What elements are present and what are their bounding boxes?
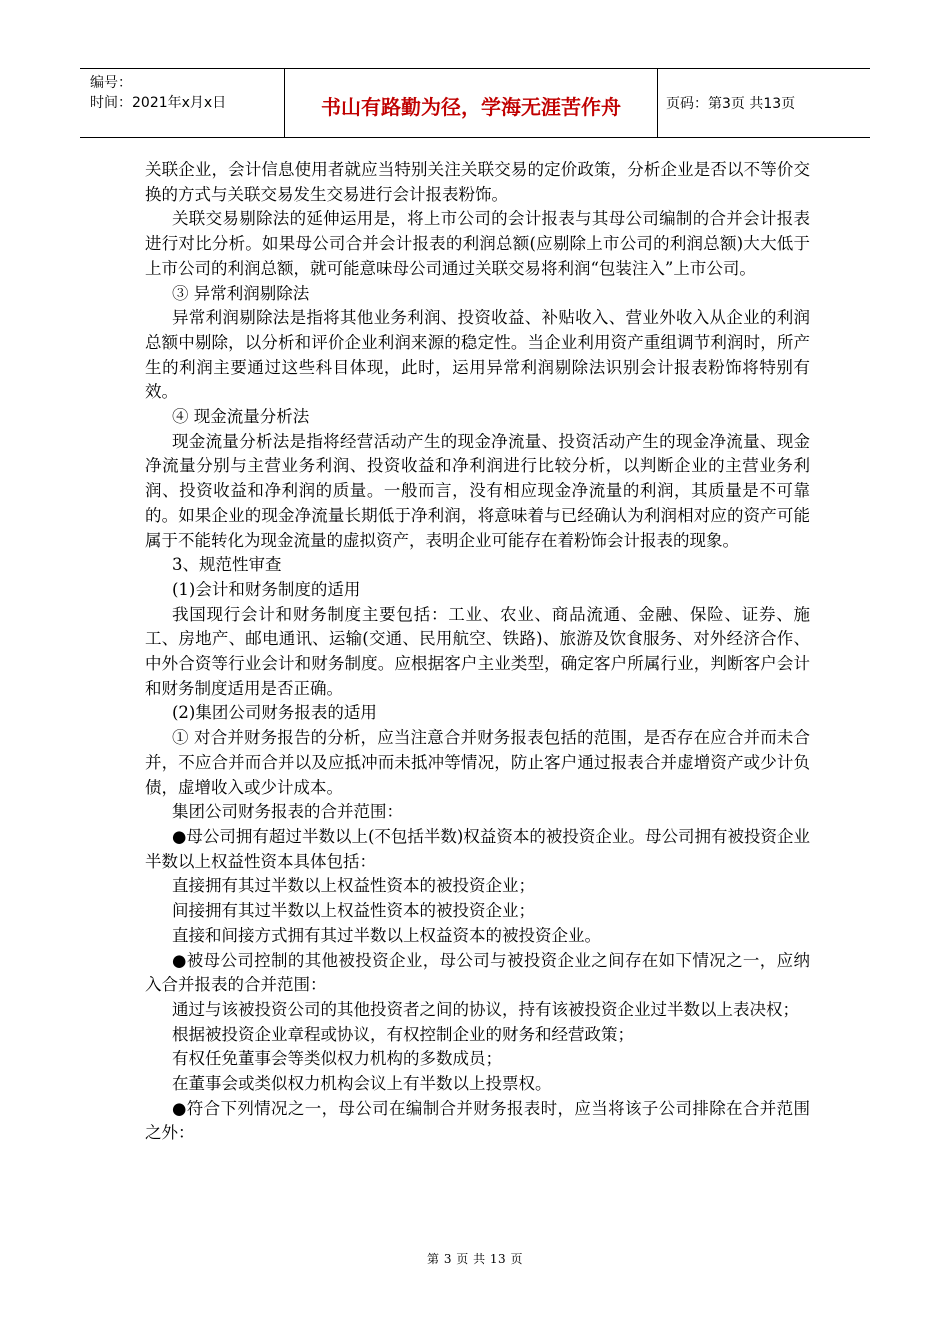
body-paragraph: 集团公司财务报表的合并范围：: [172, 802, 403, 822]
body-paragraph: 间接拥有其过半数以上权益性资本的被投资企业；: [172, 901, 535, 921]
body-paragraph: 关联企业，会计信息使用者就应当特别关注关联交易的定价政策，分析企业是否以不等价交换的方式与关联交易发生交易进行会计报表粉饰。: [145, 160, 810, 204]
body-paragraph: 我国现行会计和财务制度主要包括：工业、农业、商品流通、金融、保险、证券、施工、房地产、邮电通讯、运输(交通、民用航空、铁路)、旅游及饮食服务、对外经济合作、中外合资等行业会计和财务制度。应根据客户主业类型，确定客户所属行业，判断客户会计和财务制度适用是否正确。: [145, 604, 810, 698]
header-meta: [80, 69, 285, 137]
body-paragraph: (2)集团公司财务报表的适用: [172, 703, 377, 723]
body-paragraph: 在董事会或类似权力机构会议上有半数以上投票权。: [172, 1074, 552, 1094]
document-body: [145, 158, 810, 1146]
body-paragraph: (1)会计和财务制度的适用: [172, 579, 361, 599]
document-date-label: 时间：2021年x月x日: [90, 95, 227, 111]
body-paragraph: 直接和间接方式拥有其过半数以上权益资本的被投资企业。: [172, 925, 601, 945]
body-paragraph: ●被母公司控制的其他被投资企业，母公司与被投资企业之间存在如下情况之一，应纳入合并报表的合并范围：: [145, 950, 810, 995]
body-paragraph: 异常利润剔除法是指将其他业务利润、投资收益、补贴收入、营业外收入从企业的利润总额中剔除，以分析和评价企业利润来源的稳定性。当企业利用资产重组调节利润时，所产生的利润主要通过这些科目体现，此时，运用异常利润剔除法识别会计报表粉饰将特别有效。: [145, 308, 810, 402]
body-paragraph: ③ 异常利润剔除法: [172, 283, 310, 303]
body-paragraph: ① 对合并财务报告的分析，应当注意合并财务报表包括的范围，是否存在应合并而未合并，不应合并而合并以及应抵冲而未抵冲等情况，防止客户通过报表合并虚增资产或少计负债，虚增收入或少计成本。: [145, 728, 810, 797]
body-paragraph: 有权任免董事会等类似权力机构的多数成员；: [172, 1049, 502, 1069]
header-page-label: 页码：第3页 共13页: [666, 96, 796, 112]
body-paragraph: ●符合下列情况之一，母公司在编制合并财务报表时，应当将该子公司排除在合并范围之外：: [145, 1098, 810, 1143]
document-header: [80, 68, 870, 138]
header-motto: 书山有路勤为径，学海无涯苦作舟: [285, 69, 658, 137]
body-paragraph: 关联交易剔除法的延伸运用是，将上市公司的会计报表与其母公司编制的合并会计报表进行对比分析。如果母公司合并会计报表的利润总额(应剔除上市公司的利润总额)大大低于上市公司的利润总额，就可能意味母公司通过关联交易将利润“包装注入”上市公司。: [145, 209, 810, 278]
body-paragraph: 根据被投资企业章程或协议，有权控制企业的财务和经营政策；: [172, 1024, 634, 1044]
body-paragraph: 3、规范性审查: [172, 555, 282, 575]
body-paragraph: ●母公司拥有超过半数以上(不包括半数)权益资本的被投资企业。母公司拥有被投资企业半数以上权益性资本具体包括：: [145, 826, 810, 871]
body-paragraph: 现金流量分析法是指将经营活动产生的现金净流量、投资活动产生的现金净流量、现金净流量分别与主营业务利润、投资收益和净利润进行比较分析，以判断企业的主营业务利润、投资收益和净利润的质量。一般而言，没有相应现金净流量的利润，其质量是不可靠的。如果企业的现金净流量长期低于净利润，将意味着与已经确认为利润相对应的资产可能属于不能转化为现金流量的虚拟资产，表明企业可能存在着粉饰会计报表的现象。: [145, 431, 810, 550]
page-footer: 第 3 页 共 13 页: [427, 1252, 523, 1266]
document-number-label: 编号：: [90, 75, 132, 91]
body-paragraph: 通过与该被投资公司的其他投资者之间的协议，持有该被投资企业过半数以上表决权；: [172, 999, 799, 1019]
body-paragraph: ④ 现金流量分析法: [172, 407, 310, 427]
body-paragraph: 直接拥有其过半数以上权益性资本的被投资企业；: [172, 876, 535, 896]
